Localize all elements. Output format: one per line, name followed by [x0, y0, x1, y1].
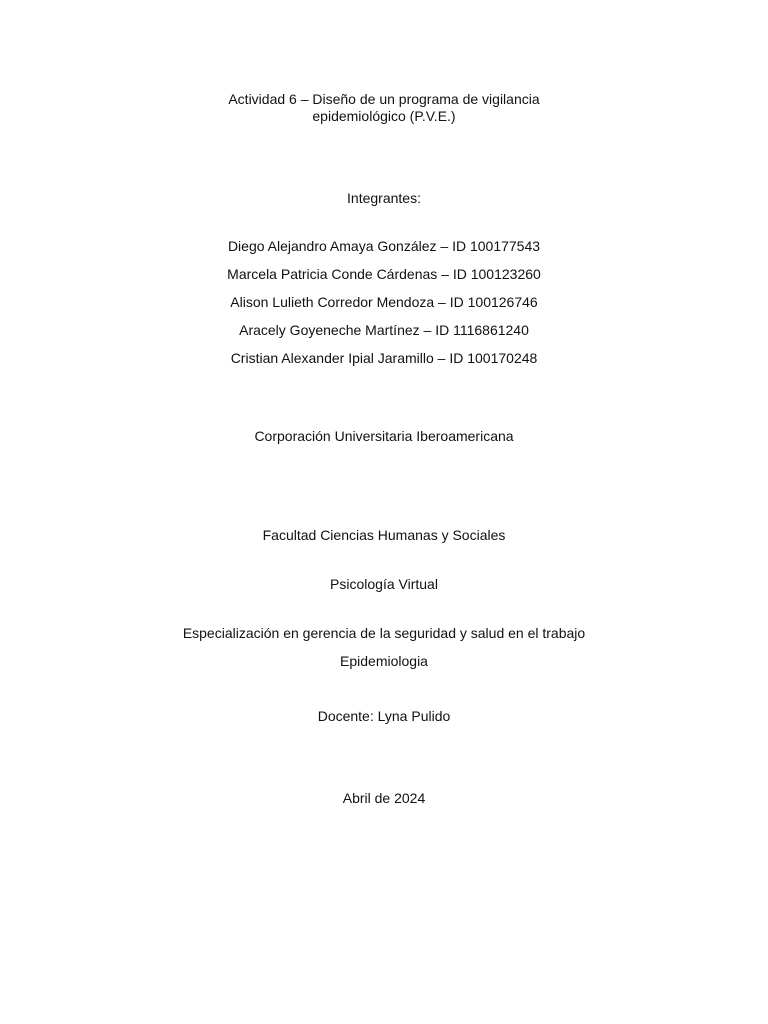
institution: Corporación Universitaria Iberoamericana — [254, 428, 514, 444]
member-1: Diego Alejandro Amaya González – ID 100177543 — [227, 238, 541, 254]
member-3: Alison Lulieth Corredor Mendoza – ID 100126746 — [230, 294, 538, 310]
teacher: Docente: Lyna Pulido — [317, 708, 451, 724]
program: Psicología Virtual — [330, 576, 438, 592]
title-line-1: Actividad 6 – Diseño de un programa de vigilancia — [228, 91, 540, 107]
date: Abril de 2024 — [342, 790, 426, 806]
faculty: Facultad Ciencias Humanas y Sociales — [262, 527, 506, 543]
specialization: Especialización en gerencia de la seguridad y salud en el trabajo — [182, 625, 586, 641]
title-line-2: epidemiológico (P.V.E.) — [312, 108, 456, 124]
member-2: Marcela Patricia Conde Cárdenas – ID 100123260 — [227, 266, 541, 282]
member-5: Cristian Alexander Ipial Jaramillo – ID 100170248 — [230, 350, 538, 366]
course: Epidemiologia — [340, 653, 428, 669]
members-heading: Integrantes: — [347, 190, 421, 206]
member-4: Aracely Goyeneche Martínez – ID 1116861240 — [239, 322, 529, 338]
